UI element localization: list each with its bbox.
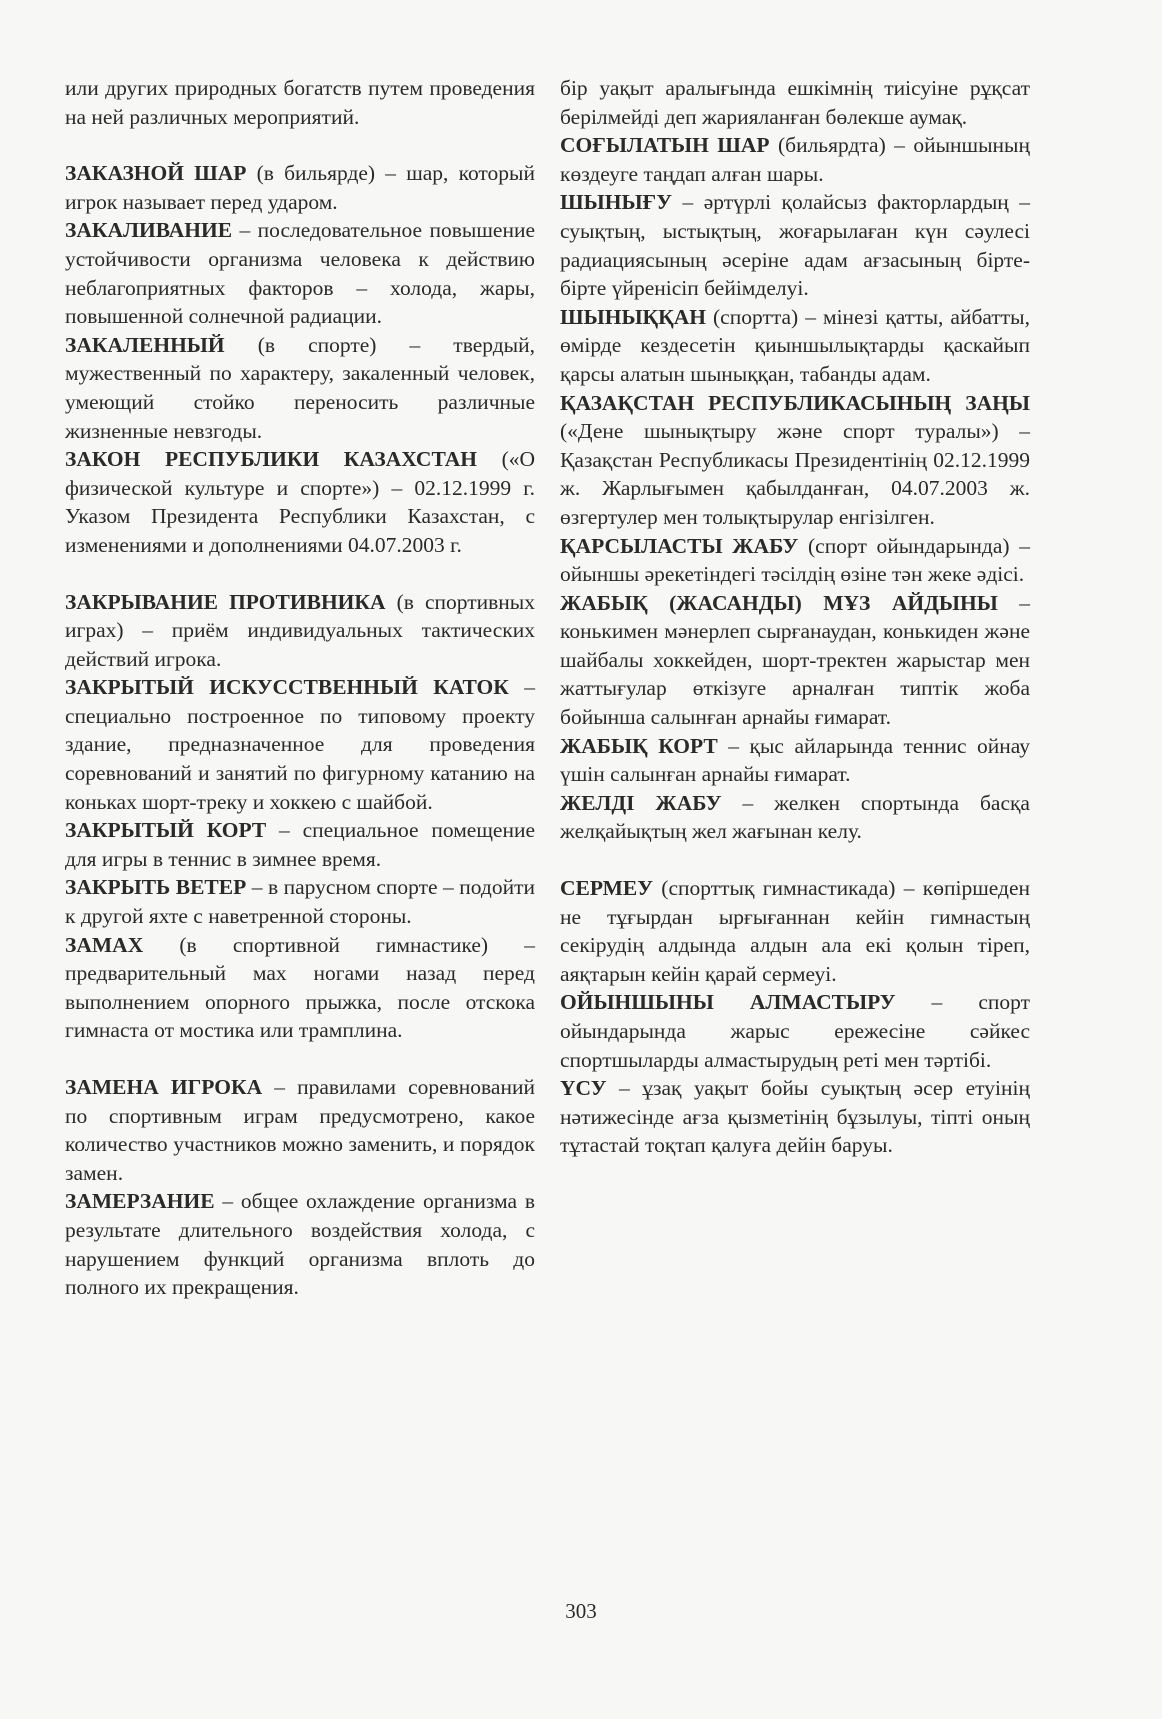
entry-term: ШЫНЫҒУ [560,190,673,215]
entry [65,1073,535,1187]
entry-continuation [560,74,1030,131]
right-column [560,74,1030,1160]
entry-term: ҮСУ [560,1076,607,1101]
entry [560,1074,1030,1160]
entry [65,931,535,1045]
left-column [65,74,535,1302]
entry-term: ЗАКРЫТЫЙ ИСКУССТВЕННЫЙ КАТОК [65,675,509,700]
page-number: 303 [565,1599,597,1623]
entry-text: – конькимен мәнерлеп сырғанаудан, конькиден және шайбалы хоккейден, шорт-тректен жарыстар мен жаттығулар өткізуге арналған типтік жоба бойынша салынған арнайы ғимарат. [560,590,1030,730]
entry [560,988,1030,1074]
entry-text: бір уақыт аралығында ешкімнің тиісуіне рұқсат берілмейді деп жарияланған бөлекше аумақ. [560,76,1030,129]
entry-text: – желкен спортында басқа желқайықтың жел жағынан келу. [560,790,1030,844]
entry [65,331,535,445]
entry [560,303,1030,389]
entry [560,532,1030,589]
entry-term: ЖАБЫҚ КОРТ [560,733,718,758]
entry [560,732,1030,789]
entry-term: ШЫНЫҚҚАН [560,304,706,329]
entry-term: ЗАКАЗНОЙ ШАР [65,161,247,186]
entry [65,159,535,216]
entry-text: – последовательное повышение устойчивости организма человека к действию неблагоприятных факторов – холода, жары, повышенной солнечной радиации. [65,218,535,329]
entry-term: ЗАКРЫТЫЙ КОРТ [65,818,267,843]
entry-term: ЗАМЕНА ИГРОКА [65,1075,263,1099]
entry-text: – қыс айларында теннис ойнау үшін салынған арнайы ғимарат. [560,733,1031,787]
entry-text: («О физической культуре и спорте») – 02.12.1999 г. Указом Президента Республики Казахстан, с изменениями и дополнениями 04.07.2003 г. [65,447,535,557]
entry-text: (спорттық гимнастикада) – көпіршеден не тұғырдан ырғығаннан кейін гимнастың секірудің алдында алдын ала екі қолын тіреп, аяқтарын кейін қарай сермеуі. [560,876,1030,986]
entry-term: ЖЕЛДІ ЖАБУ [560,790,722,815]
entry [65,445,535,559]
entry-term: ЗАКРЫТЬ ВЕТЕР [65,875,247,900]
entry-term: ЗАКРЫВАНИЕ ПРОТИВНИКА [65,589,386,614]
entry-text: или других природных богатств путем проведения на ней различных мероприятий. [65,76,535,129]
entry-text: (в спорте) – твердый, мужественный по характеру, закаленный человек, умеющий стойко переносить различные жизненные невзгоды. [65,332,535,443]
entry [65,588,535,674]
entry-term: ҚАЗАҚСТАН РЕСПУБЛИКАСЫНЫҢ ЗАҢЫ [560,390,1030,415]
entry-continuation [65,74,535,131]
entry-text: – спорт ойындарында жарыс ережесіне сәйкес спортшыларды алмастырудың реті мен тәртібі. [560,990,1030,1072]
entry-term: СОҒЫЛАТЫН ШАР [560,133,770,158]
entry-term: ЗАМЕРЗАНИЕ [65,1189,215,1214]
entry [560,789,1030,846]
entry-text: (бильярдта) – ойыншының көздеуге таңдап алған шары. [560,133,1030,186]
entry [560,389,1030,532]
entry-term: ЗАМАХ [65,932,144,957]
entry-text: (в спортивных играх) – приём индивидуальных тактических действий игрока. [65,589,535,671]
entry-text: (спорт ойындарында) – ойыншы әрекетіндегі тәсілдің өзіне тән жеке әдісі. [560,533,1030,587]
entry [560,131,1030,188]
entry-text: – в парусном спорте – подойти к другой яхте с наветренной стороны. [65,875,535,929]
entry-text: (спортта) – мінезі қатты, айбатты, өмірде кездесетін қиыншылықтарды қаскайып қарсы алатын шыныққан, табанды адам. [560,304,1030,386]
entry-text: – специально построенное по типовому проекту здание, предназначенное для проведения соревнований и занятий по фигурному катанию на коньках шорт-треку и хоккею с шайбой. [65,675,535,814]
entry-text: – общее охлаждение организма в результате длительного воздействия холода, с нарушением функций организма вплоть до полного их прекращения. [65,1189,535,1300]
entry-text: (в спортивной гимнастике) – предварительный мах ногами назад перед выполнением опорного прыжка, после отскока гимнаста от мостика или трамплина. [65,932,535,1043]
entry-text: – специальное помещение для игры в теннис в зимнее время. [65,818,535,871]
entry-text: – әртүрлі қолайсыз факторлардың – суықтың, ыстықтың, жоғарылаған күн сәулесі радиациясының әсеріне адам ағзасының бірте-бірте үйренісіп бейімделуі. [560,190,1030,301]
entry-text: – правилами соревнований по спортивным играм предусмотрено, какое количество участников можно заменить, и порядок замен. [65,1075,535,1185]
entry-term: ЗАКАЛИВАНИЕ [65,218,233,243]
entry [560,874,1030,988]
entry-term: ОЙЫНШЫНЫ АЛМАСТЫРУ [560,990,896,1015]
entry-term: ЗАКАЛЕННЫЙ [65,332,225,357]
entry [560,589,1030,732]
entry [65,673,535,816]
entry [65,1187,535,1301]
entry-term: ЗАКОН РЕСПУБЛИКИ КАЗАХСТАН [65,447,477,472]
entry-text: – ұзақ уақыт бойы суықтың әсер етуінің нәтижесінде ағза қызметінің бұзылуы, тіпті оның тұтастай тоқтап қалуға дейін баруы. [560,1076,1030,1158]
entry [65,873,535,930]
entry-text: (в бильярде) – шар, который игрок называет перед ударом. [65,161,535,214]
entry [65,216,535,330]
entry-term: ҚАРСЫЛАСТЫ ЖАБУ [560,533,799,558]
entry [65,816,535,873]
entry-term: СЕРМЕУ [560,876,654,901]
entry-text: («Дене шынықтыру және спорт туралы») – Қазақстан Республикасы Президентінің 02.12.1999 ж. Жарлығымен қабылданған, 04.07.2003 ж. өзгертулер мен толықтырулар енгізілген. [560,419,1030,529]
entry-term: ЖАБЫҚ (ЖАСАНДЫ) МҰЗ АЙДЫНЫ [560,590,998,615]
entry [560,188,1030,302]
